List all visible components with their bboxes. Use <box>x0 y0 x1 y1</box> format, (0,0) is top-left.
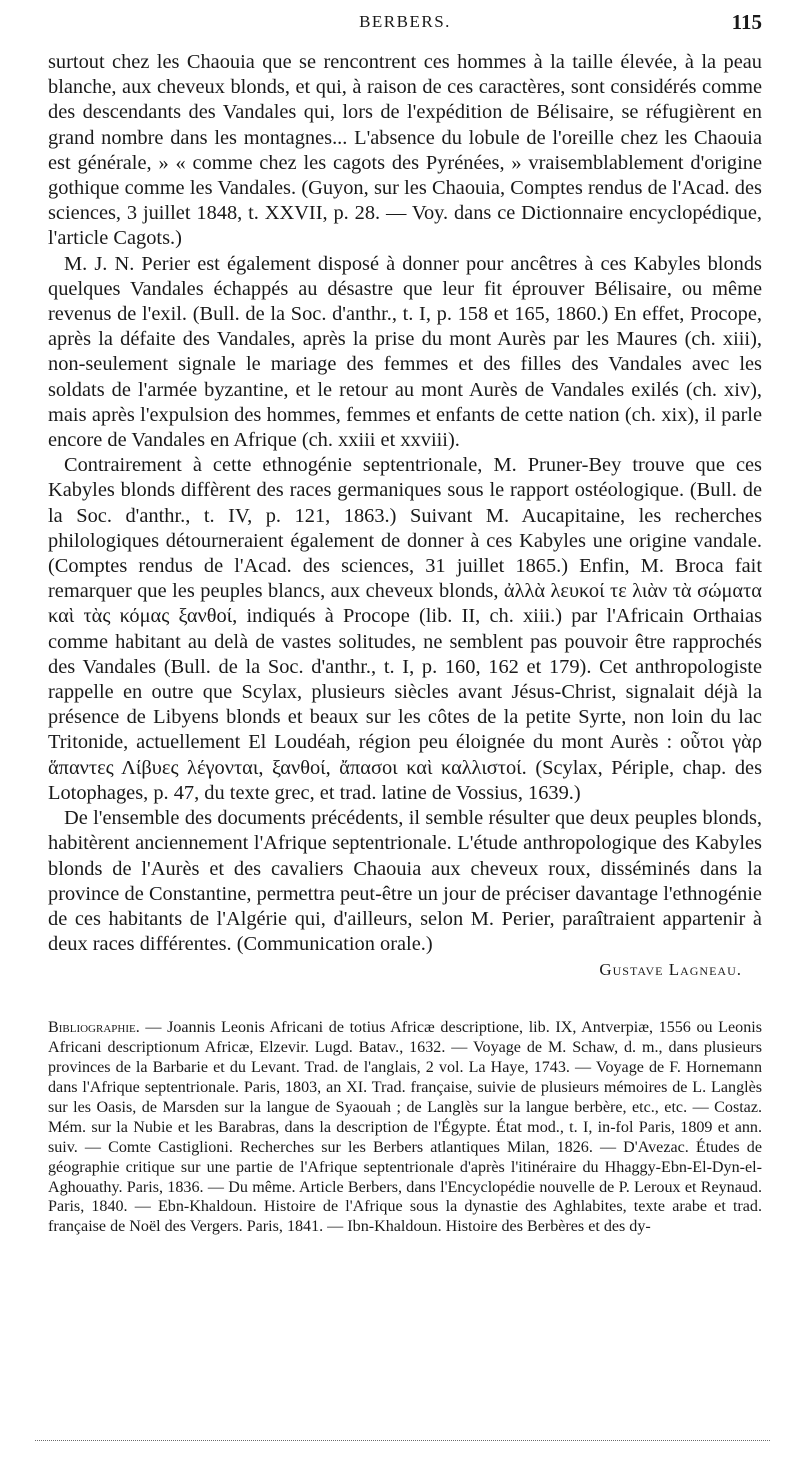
paragraph-4: De l'ensemble des documents précédents, il semble résulter que deux peuples blonds, habitèrent anciennement l'Afrique septentrionale. L'étude anthropologique des Kabyles blonds de l'Aurès et des cavaliers Chaouia aux cheveux roux, disséminés dans la province de Constantine, permettra peut-être un jour de préciser davantage l'ethnogénie de ces habitants de l'Algérie qui, d'ailleurs, selon M. Perier, paraîtraient appartenir à deux races différentes. (Communication orale.) <box>48 807 762 956</box>
running-header <box>48 0 762 44</box>
paragraph-2: M. J. N. Perier est également disposé à donner pour ancêtres à ces Kabyles blonds quelques Vandales échappés au désastre que leur fit éprouver Bélisaire, ou même revenus de l'exil. (Bull. de la Soc. d'anthr., t. I, p. 158 et 165, 1860.) En effet, Procope, après la défaite des Vandales, après la prise du mont Aurès par les Maures (ch. xiii), non-seulement signale le mariage des femmes et des filles des Vandales avec les soldats de l'armée byzantine, et le retour au mont Aurès de Vandales exilés (ch. xiv), mais après l'expulsion des hommes, femmes et enfants de cette nation (ch. xix), il parle encore de Vandales en Afrique (ch. xxiii et xxviii). <box>48 252 762 452</box>
bibliography <box>48 1018 762 1237</box>
bibliography-paragraph <box>48 1018 762 1237</box>
bibliography-lead: Bibliographie. <box>48 1019 140 1037</box>
paragraph-3: Contrairement à cette ethnogénie septentrionale, M. Pruner-Bey trouve que ces Kabyles blonds diffèrent des races germaniques sous le rapport ostéologique. (Bull. de la Soc. d'anthr., t. IV, p. 121, 1863.) Suivant M. Aucapitaine, les recherches philologiques détourneraient également de donner à ces Kabyles une origine vandale. (Comptes rendus de l'Acad. des sciences, 31 juillet 1865.) Enfin, M. Broca fait remarquer que les peuples blancs, aux cheveux blonds, ἀλλὰ λευκοί τε λιὰν τὰ σώματα καὶ τὰς κόμας ξανθοί, indiqués à Procope (lib. II, ch. xiii.) par l'Africain Orthaias comme habitant au delà de vastes solitudes, ne semblent pas pouvoir être rapprochés des Vandales (Bull. de la Soc. d'anthr., t. I, p. 160, 162 et 179). Cet anthropologiste rappelle en outre que Scylax, plusieurs siècles avant Jésus-Christ, signalait déjà la présence de Libyens blonds et beaux sur les côtes de la petite Syrte, non loin du lac Tritonide, actuellement El Loudéah, région peu éloignée du mont Aurès : οὗτοι γὰρ ἅπαντες Λίβυες λέγονται, ξανθοί, ἄπασοι καὶ καλλιστοί. (Scylax, Périple, chap. des Lotophages, p. 47, du texte grec, et trad. latine de Vossius, 1639.) <box>48 454 762 804</box>
running-title: BERBERS. <box>359 12 451 31</box>
main-text <box>48 50 762 957</box>
author-signature: Gustave Lagneau. <box>599 960 742 980</box>
page-number: 115 <box>731 10 762 34</box>
bibliography-text: — Joannis Leonis Africani de totius Africæ descriptione, lib. IX, Antverpiæ, 1556 ou Leonis Africani descriptionum Africæ, Elzevir. Lugd. Batav., 1632. — Voyage de M. Schaw, d. m., dans plusieurs provinces de la Barbarie et du Levant. Trad. de l'anglais, 2 vol. La Haye, 1743. — Voyage de F. Hornemann dans l'Afrique septentrionale. Paris, 1803, an XI. Trad. française, suivie de plusieurs mémoires de L. Langlès sur les Oasis, de Marsden sur la langue de Syaouah ; de Langlès sur la langue berbère, etc., etc. — Costaz. Mém. sur la Nubie et les Barabras, dans la description de l'Égypte. État mod., t. I, in-fol Paris, 1809 et ann. suiv. — Comte Castiglioni. Recherches sur les Berbers atlantiques Milan, 1826. — D'Avezac. Études de géographie critique sur une partie de l'Afrique septentrionale d'après l'itinéraire du Hhaggy-Ebn-El-Dyn-el-Aghouathy. Paris, 1836. — Du même. Article Berbers, dans l'Encyclopédie nouvelle de P. Leroux et Reynaud. Paris, 1840. — Ebn-Khaldoun. Histoire de l'Afrique sous la dynastie des Aghlabites, texte arabe et trad. française de Noël des Vergers. Paris, 1841. — Ibn-Khaldoun. Histoire des Berbères et des dy- <box>48 1019 762 1236</box>
paragraph-1: surtout chez les Chaouia que se rencontrent ces hommes à la taille élevée, à la peau blanche, aux cheveux blonds, et qui, à raison de ces caractères, sont considérés comme des descendants des Vandales qui, lors de l'expédition de Bélisaire, se réfugièrent en grand nombre dans les montagnes... L'absence du lobule de l'oreille chez les Chaouia est générale, » « comme chez les cagots des Pyrénées, » vraisemblablement d'origine gothique comme les Vandales. (Guyon, sur les Chaouia, Comptes rendus de l'Acad. des sciences, 3 juillet 1848, t. XXVII, p. 28. — Voy. dans ce Dictionnaire encyclopédique, l'article Cagots.) <box>48 51 762 250</box>
footer-dotted-rule <box>35 1440 770 1441</box>
